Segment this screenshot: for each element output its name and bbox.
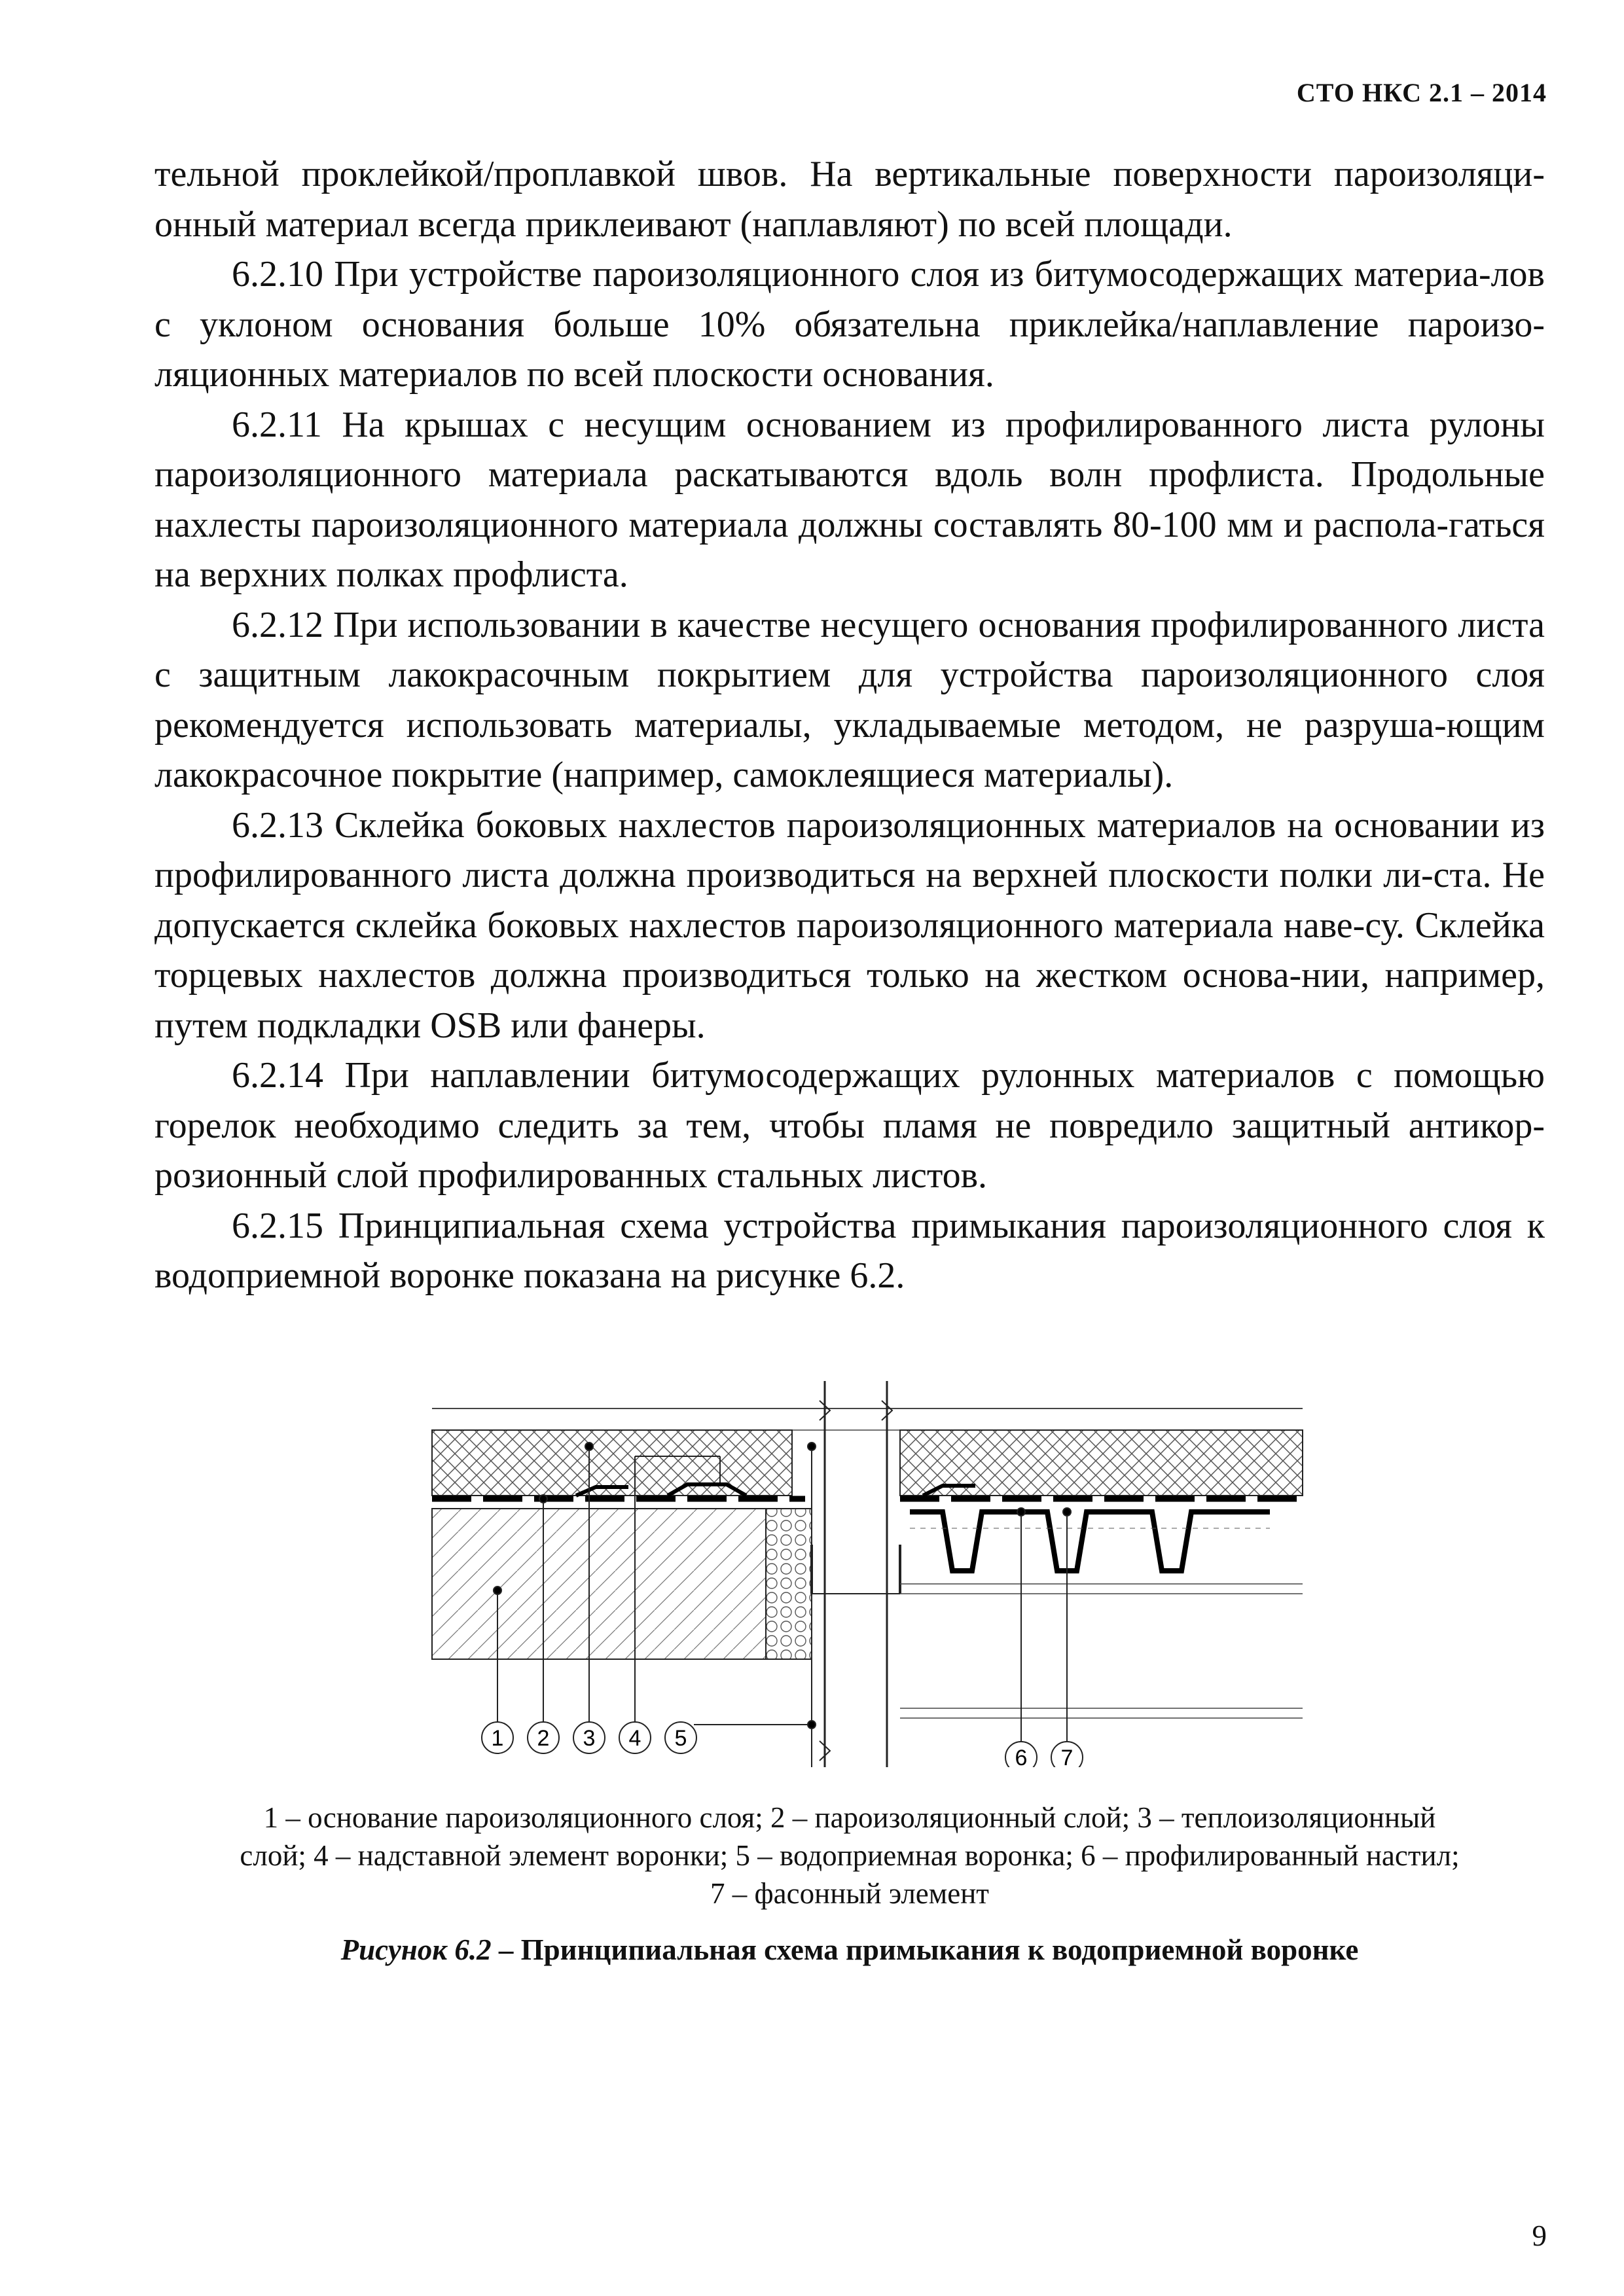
paragraph: 6.2.12 При использовании в качестве несущего основания профилированного листа с защитным лакокрасочным покрытием для устройства пароизоляционного слоя рекомендуется использовать материалы, укладываемые методом, не разруша-ющим лакокрасочное покрытие (например, самоклеящиеся материалы). xyxy=(154,604,1545,795)
callout-1 xyxy=(482,1722,513,1753)
profiled-deck xyxy=(910,1512,1270,1571)
paragraph: 6.2.14 При наплавлении битумосодержащих рулонных материалов с помощью горелок необходимо следить за тем, чтобы пламя не повредило защитный антикор-розионный слой профилированных стальных листов. xyxy=(154,1055,1545,1196)
page-number: 9 xyxy=(1532,2219,1547,2252)
legend-line: 7 – фасонный элемент xyxy=(710,1877,989,1910)
callout-3 xyxy=(573,1722,605,1753)
callout-4 xyxy=(619,1722,651,1753)
paragraph: 6.2.10 При устройстве пароизоляционного слоя из битумосодержащих материа-лов с уклоном основания больше 10% обязательна приклейка/наплавление пароизо-ляционных материалов по всей плоскости основания. xyxy=(154,254,1545,395)
figure-caption xyxy=(154,1933,1545,1967)
callout-2 xyxy=(528,1722,559,1753)
paragraph: 6.2.11 На крышах с несущим основанием из профилированного листа рулоны пароизоляционного материала раскатываются вдоль волн профлиста. Продольные нахлесты пароизоляционного материала должны составлять 80-100 мм и распола-гаться на верхних полках профлиста. xyxy=(154,404,1545,595)
legend-line: слой; 4 – надставной элемент воронки; 5 – водоприемная воронка; 6 – профилированный настил; xyxy=(240,1839,1460,1872)
document-code: СТО НКС 2.1 – 2014 xyxy=(1296,78,1547,107)
technical-drawing xyxy=(419,1374,1309,1767)
callout-5 xyxy=(665,1722,696,1753)
figure-legend xyxy=(154,1799,1545,1912)
callouts xyxy=(482,1722,1083,1767)
caption-label: Рисунок 6.2 xyxy=(340,1933,492,1966)
callout-label: 3 xyxy=(583,1726,596,1751)
body-text xyxy=(154,149,1545,1301)
callout-label: 7 xyxy=(1060,1746,1074,1767)
callout-label: 6 xyxy=(1015,1746,1028,1767)
figure-drain-junction xyxy=(419,1374,1309,1767)
callout-label: 5 xyxy=(674,1726,687,1751)
caption-text: – Принципиальная схема примыкания к водоприемной воронке xyxy=(491,1933,1359,1966)
callout-label: 2 xyxy=(537,1726,550,1751)
callout-6 xyxy=(1005,1742,1037,1767)
callout-label: 1 xyxy=(491,1726,504,1751)
legend-line: 1 – основание пароизоляционного слоя; 2 – пароизоляционный слой; 3 – теплоизоляционный xyxy=(263,1801,1436,1834)
callout-7 xyxy=(1051,1742,1083,1767)
paragraph: тельной проклейкой/проплавкой швов. На вертикальные поверхности пароизоляци-онный материал всегда приклеивают (наплавляют) по всей площади. xyxy=(154,154,1545,245)
paragraph: 6.2.15 Принципиальная схема устройства примыкания пароизоляционного слоя к водоприемной воронке показана на рисунке 6.2. xyxy=(154,1205,1545,1296)
paragraph: 6.2.13 Склейка боковых нахлестов пароизоляционных материалов на основании из профилированного листа должна производиться на верхней плоскости полки ли-ста. Не допускается склейка боковых нахлестов пароизоляционного материала наве-су. Склейка торцевых нахлестов должна производиться только на жестком основа-нии, например, путем подкладки OSB или фанеры. xyxy=(154,804,1545,1046)
callout-label: 4 xyxy=(628,1726,641,1751)
base-concrete xyxy=(432,1509,766,1659)
funnel-insert-element xyxy=(766,1509,812,1659)
